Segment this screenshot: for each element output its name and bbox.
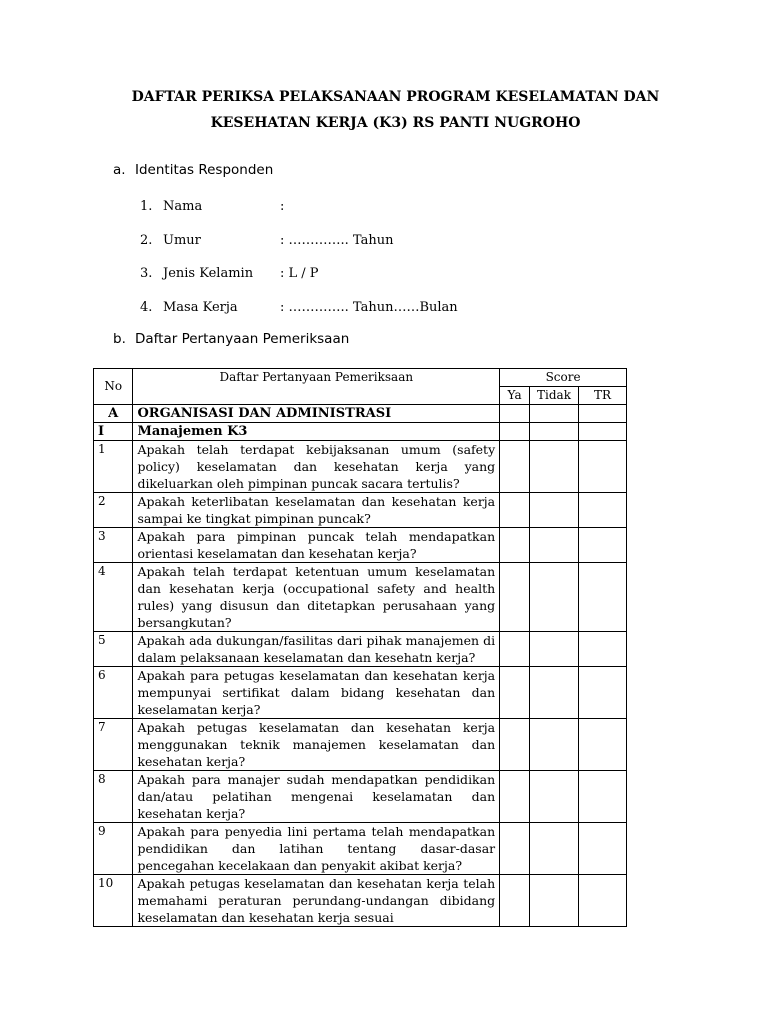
score-cell-tr[interactable] [579, 405, 627, 423]
score-cell-tr[interactable] [579, 823, 627, 875]
field-number: 4. [140, 300, 153, 315]
score-cell-ya[interactable] [500, 563, 530, 632]
score-cell-ya[interactable] [500, 423, 530, 441]
section-code: A [94, 405, 133, 423]
score-cell-ya[interactable] [500, 528, 530, 563]
section-b-label: Daftar Pertanyaan Pemeriksaan [135, 331, 350, 347]
score-cell-tr[interactable] [579, 719, 627, 771]
row-question: Apakah para penyedia lini pertama telah mendapatkan pendidikan dan latihan tentang dasar-dasar pencegahan kecelakaan dan penyakit akibat kerja? [133, 823, 500, 875]
row-question: Apakah para pimpinan puncak telah mendapatkan orientasi keselamatan dan kesehatan kerja? [133, 528, 500, 563]
row-number: 4 [94, 563, 133, 632]
row-question: Apakah telah terdapat kebijaksanan umum (safety policy) keselamatan dan kesehatan kerja yang dikeluarkan oleh pimpinan puncak sacara tertulis? [133, 441, 500, 493]
score-cell-tidak[interactable] [529, 632, 578, 667]
section-title: ORGANISASI DAN ADMINISTRASI [133, 405, 500, 423]
field-umur [140, 232, 393, 250]
score-cell-tr[interactable] [579, 667, 627, 719]
row-number: 3 [94, 528, 133, 563]
score-cell-tr[interactable] [579, 441, 627, 493]
score-cell-tr[interactable] [579, 423, 627, 441]
field-value: : L / P [280, 266, 319, 281]
score-cell-ya[interactable] [500, 823, 530, 875]
row-question: Apakah para manajer sudah mendapatkan pendidikan dan/atau pelatihan mengenai keselamatan dan kesehatan kerja? [133, 771, 500, 823]
score-cell-tidak[interactable] [529, 423, 578, 441]
field-label: Nama [163, 199, 203, 214]
row-question: Apakah petugas keselamatan dan kesehatan kerja telah memahami peraturan perundang-undangan dibidang keselamatan dan kesehatan kerja sesuai [137, 876, 496, 925]
field-number: 2. [140, 233, 153, 248]
score-cell-tidak[interactable] [529, 563, 578, 632]
subsection-title: Manajemen K3 [133, 423, 500, 441]
field-masa-kerja [140, 299, 458, 317]
table-row [94, 823, 627, 875]
row-question: Apakah telah terdapat ketentuan umum keselamatan dan kesehatan kerja (occupational safety and health rules) yang disusun dan ditetapkan perusahaan yang bersangkutan? [133, 563, 500, 632]
section-a-heading [113, 161, 273, 179]
score-cell-tidak[interactable] [529, 667, 578, 719]
field-value: : [280, 199, 285, 214]
field-label: Umur [163, 233, 201, 248]
document-title-line-2: KESEHATAN KERJA (K3) RS PANTI NUGROHO [210, 115, 581, 131]
field-jenis-kelamin [140, 265, 319, 283]
header-no: No [94, 369, 133, 405]
table-row [94, 441, 627, 493]
row-number: 7 [94, 719, 133, 771]
checklist-table [93, 368, 627, 927]
score-cell-tr[interactable] [579, 563, 627, 632]
row-number: 1 [94, 441, 133, 493]
field-label: Jenis Kelamin [163, 266, 254, 281]
table-row [94, 493, 627, 528]
table-row [94, 771, 627, 823]
score-cell-ya[interactable] [500, 632, 530, 667]
section-row [94, 405, 627, 423]
row-number: 9 [94, 823, 133, 875]
table-row [94, 632, 627, 667]
score-cell-tidak[interactable] [529, 493, 578, 528]
field-number: 3. [140, 266, 153, 281]
field-label: Masa Kerja [163, 300, 238, 315]
score-cell-tidak[interactable] [529, 719, 578, 771]
subsection-code: I [94, 423, 133, 441]
header-tr: TR [579, 387, 627, 405]
score-cell-tr[interactable] [579, 632, 627, 667]
field-nama [140, 198, 284, 216]
score-cell-tidak[interactable] [529, 441, 578, 493]
score-cell-tidak[interactable] [529, 405, 578, 423]
table-row [94, 875, 627, 927]
subsection-row [94, 423, 627, 441]
row-number: 5 [94, 632, 133, 667]
table-header-row [94, 369, 627, 387]
score-cell-tr[interactable] [579, 771, 627, 823]
row-number: 10 [94, 875, 133, 927]
row-question: Apakah petugas keselamatan dan kesehatan kerja menggunakan teknik manajemen keselamatan dan kesehatan kerja? [133, 719, 500, 771]
score-cell-ya[interactable] [500, 493, 530, 528]
section-a-label: Identitas Responden [135, 162, 274, 178]
table-row [94, 719, 627, 771]
score-cell-tidak[interactable] [529, 528, 578, 563]
header-tidak: Tidak [529, 387, 578, 405]
field-value: : ………….. Tahun……Bulan [280, 300, 458, 315]
table-row [94, 667, 627, 719]
document-title-line-1: DAFTAR PERIKSA PELAKSANAAN PROGRAM KESELAMATAN DAN [131, 89, 660, 105]
row-question: Apakah para petugas keselamatan dan kesehatan kerja mempunyai sertifikat dalam bidang kesehatan dan keselamatan kerja? [133, 667, 500, 719]
score-cell-ya[interactable] [500, 667, 530, 719]
score-cell-tr[interactable] [579, 875, 627, 927]
score-cell-ya[interactable] [500, 771, 530, 823]
score-cell-tidak[interactable] [529, 771, 578, 823]
row-number: 8 [94, 771, 133, 823]
section-a-letter: a. [113, 162, 126, 178]
section-b-letter: b. [113, 331, 126, 347]
score-cell-tr[interactable] [579, 528, 627, 563]
score-cell-ya[interactable] [500, 441, 530, 493]
score-cell-ya[interactable] [500, 719, 530, 771]
row-question-cell [133, 875, 500, 927]
row-number: 2 [94, 493, 133, 528]
section-b-heading [113, 330, 349, 348]
field-value: : ………….. Tahun [280, 233, 394, 248]
header-question: Daftar Pertanyaan Pemeriksaan [133, 369, 500, 405]
table-row [94, 563, 627, 632]
score-cell-tidak[interactable] [529, 823, 578, 875]
score-cell-ya[interactable] [500, 875, 530, 927]
header-score: Score [500, 369, 627, 387]
row-question: Apakah ada dukungan/fasilitas dari pihak manajemen di dalam pelaksanaan keselamatan dan kesehatn kerja? [133, 632, 500, 667]
row-number: 6 [94, 667, 133, 719]
table-row [94, 528, 627, 563]
score-cell-tidak[interactable] [529, 875, 578, 927]
field-number: 1. [140, 199, 153, 214]
score-cell-tr[interactable] [579, 493, 627, 528]
header-ya: Ya [500, 387, 530, 405]
row-question: Apakah keterlibatan keselamatan dan kesehatan kerja sampai ke tingkat pimpinan puncak? [133, 493, 500, 528]
score-cell-ya[interactable] [500, 405, 530, 423]
